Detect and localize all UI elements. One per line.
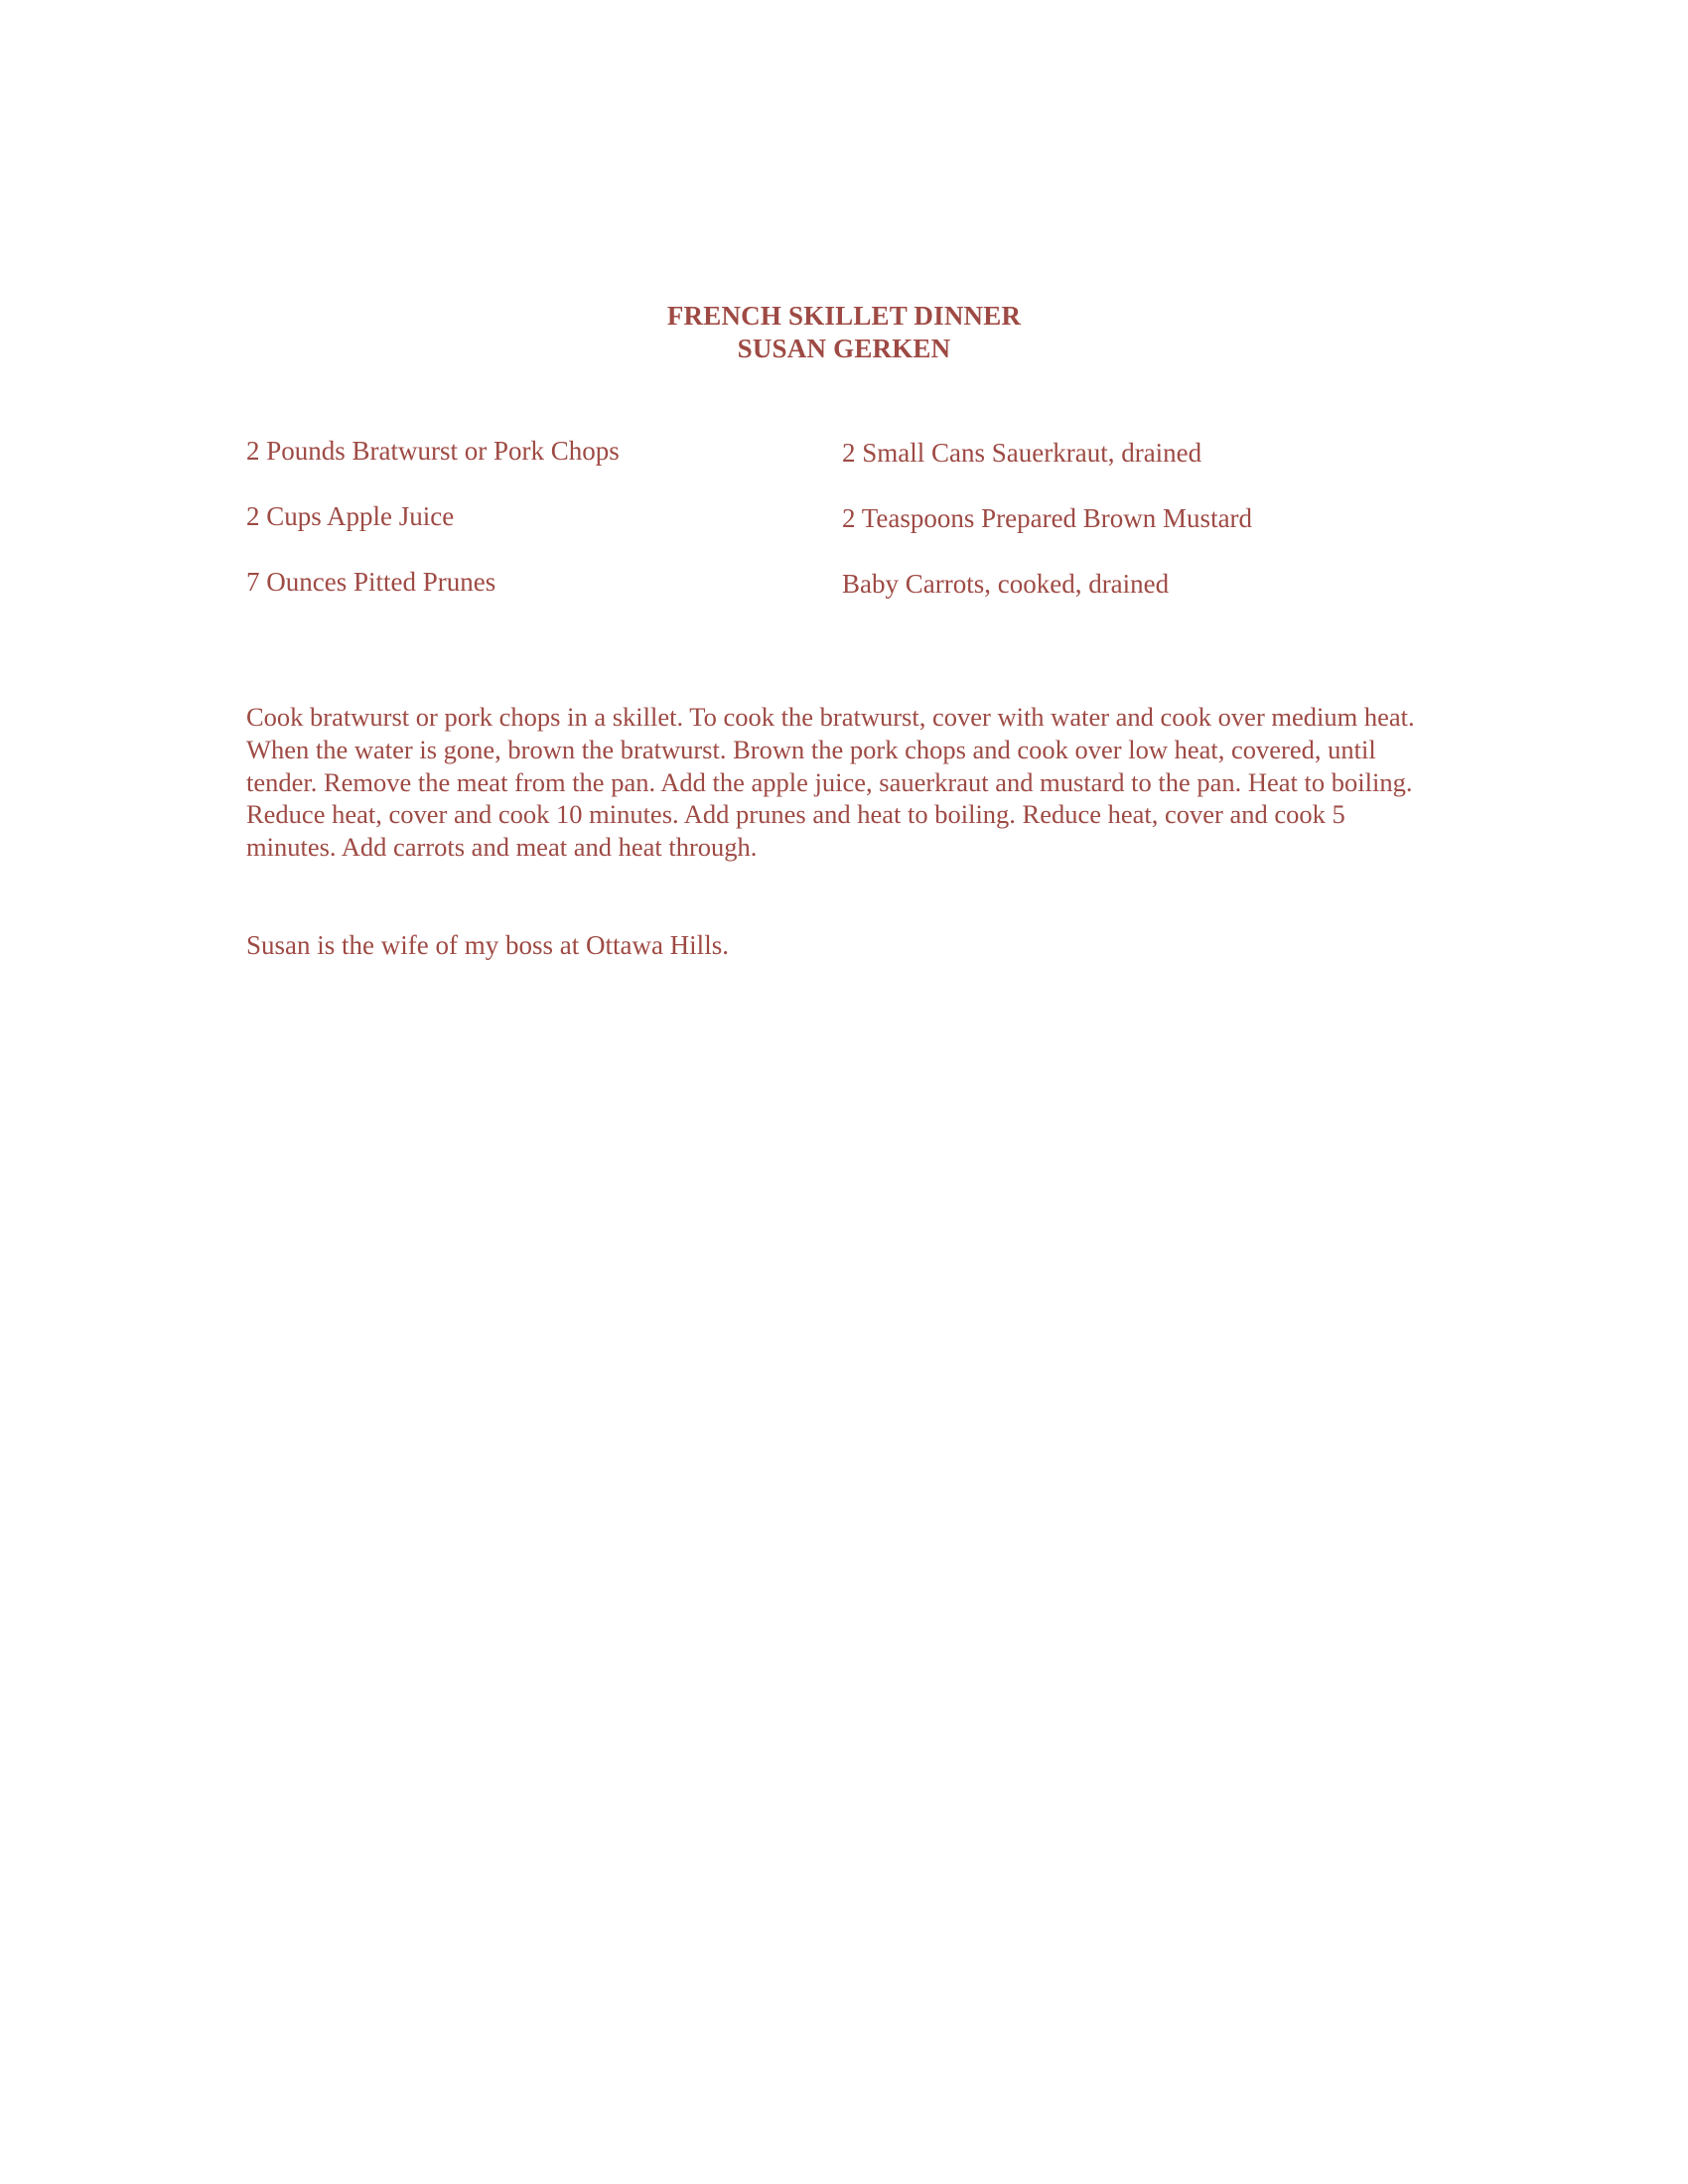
recipe-author: SUSAN GERKEN xyxy=(737,334,951,363)
ingredient-item: 2 Small Cans Sauerkraut, drained xyxy=(842,438,1202,468)
ingredient-item: 7 Ounces Pitted Prunes xyxy=(246,567,496,597)
recipe-title: FRENCH SKILLET DINNER xyxy=(666,301,1022,331)
ingredient-item: 2 Pounds Bratwurst or Pork Chops xyxy=(246,436,620,466)
ingredients-list xyxy=(0,0,1688,695)
recipe-note: Susan is the wife of my boss at Ottawa Hills. xyxy=(246,930,729,960)
ingredient-item: Baby Carrots, cooked, drained xyxy=(842,569,1170,599)
ingredient-item: 2 Teaspoons Prepared Brown Mustard xyxy=(842,503,1253,533)
ingredient-item: 2 Cups Apple Juice xyxy=(246,501,455,531)
recipe-directions: Cook bratwurst or pork chops in a skillet. To cook the bratwurst, cover with water and cook over medium heat. When the water is gone, brown the bratwurst. Brown the pork chops and cook over low heat, covered, until tender. Remove the meat from the pan. Add the apple juice, sauerkraut and mustard to the pan. Heat to boiling. Reduce heat, cover and cook 10 minutes. Add prunes and heat to boiling. Reduce heat, cover and cook 5 minutes. Add carrots and meat and heat through. xyxy=(246,702,1415,863)
